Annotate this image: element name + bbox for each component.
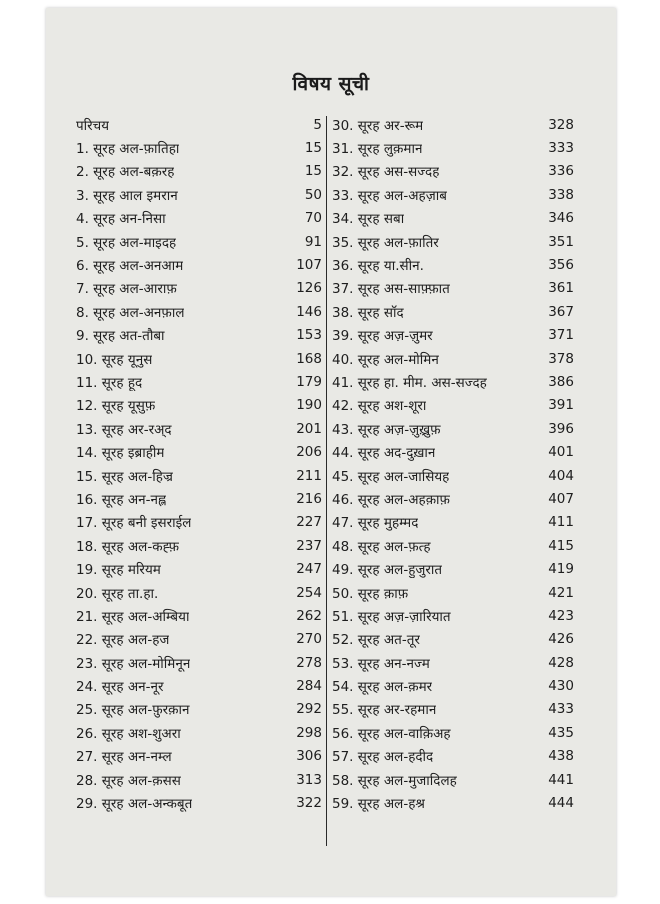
toc-entry-title: 13. सूरह अर-रअ्द: [76, 421, 172, 438]
toc-entry-title: 38. सूरह सॉद: [332, 304, 404, 321]
column-divider: [326, 116, 327, 846]
toc-entry: [76, 160, 322, 183]
toc-entry-title: 19. सूरह मरियम: [76, 562, 161, 579]
toc-entry: [332, 464, 574, 487]
toc-entry: [76, 347, 322, 370]
toc-entry: [76, 394, 322, 417]
toc-entry-title: 31. सूरह लुक़मान: [332, 141, 423, 158]
toc-entry-title: 8. सूरह अल-अनफ़ाल: [76, 304, 185, 321]
toc-entry-page-number: 328: [548, 116, 574, 133]
toc-entry: [76, 230, 322, 253]
toc-entry-title: 39. सूरह अज़-ज़ुमर: [332, 328, 433, 345]
toc-entry-title: 35. सूरह अल-फ़ातिर: [332, 234, 439, 251]
toc-entry-page-number: 411: [548, 514, 574, 531]
toc-entry-page-number: 426: [548, 631, 574, 648]
toc-entry: [332, 160, 574, 183]
toc-entry-page-number: 371: [548, 327, 574, 344]
toc-entry-title: 25. सूरह अल-फ़ुरक़ान: [76, 702, 190, 719]
toc-entry-page-number: 401: [548, 444, 574, 461]
toc-entry: [332, 230, 574, 253]
toc-entry: [332, 417, 574, 440]
toc-left-column: [76, 113, 322, 815]
toc-entry-page-number: 153: [296, 327, 322, 344]
toc-entry: [332, 487, 574, 510]
toc-entry: [76, 417, 322, 440]
toc-entry-page-number: 421: [548, 584, 574, 601]
toc-entry: [76, 253, 322, 276]
toc-entry: [332, 277, 574, 300]
toc-entry-title: 47. सूरह मुहम्मद: [332, 515, 419, 532]
toc-entry: [332, 370, 574, 393]
toc-entry-title: 55. सूरह अर-रहमान: [332, 702, 437, 719]
toc-entry-page-number: 423: [548, 607, 574, 624]
toc-entry-title: 9. सूरह अत-तौबा: [76, 328, 165, 345]
toc-entry-title: 59. सूरह अल-हश्र: [332, 796, 425, 813]
toc-entry-title: 2. सूरह अल-बक़रह: [76, 164, 175, 181]
toc-entry-page-number: 428: [548, 654, 574, 671]
toc-entry: [76, 113, 322, 136]
toc-entry-title: 10. सूरह यूनुस: [76, 351, 153, 368]
toc-entry-page-number: 415: [548, 537, 574, 554]
toc-entry-page-number: 254: [296, 584, 322, 601]
toc-entry: [76, 721, 322, 744]
toc-entry-title: 58. सूरह अल-मुजादिलह: [332, 772, 457, 789]
toc-entry-title: 49. सूरह अल-हुजुरात: [332, 562, 443, 579]
toc-entry: [332, 253, 574, 276]
toc-entry-title: 14. सूरह इब्राहीम: [76, 445, 165, 462]
toc-entry-title: 48. सूरह अल-फ़त्ह: [332, 538, 431, 555]
toc-entry-title: 43. सूरह अज़-ज़ुख़्रुफ़: [332, 421, 441, 438]
toc-entry-title: 15. सूरह अल-हिज्र: [76, 468, 173, 485]
toc-entry-page-number: 435: [548, 724, 574, 741]
toc-entry: [332, 651, 574, 674]
toc-entry: [76, 674, 322, 697]
toc-entry-title: 45. सूरह अल-जासियह: [332, 468, 450, 485]
toc-entry: [332, 113, 574, 136]
toc-entry-title: 57. सूरह अल-हदीद: [332, 749, 434, 766]
toc-entry: [76, 440, 322, 463]
toc-entry-page-number: 404: [548, 467, 574, 484]
toc-entry-page-number: 126: [296, 280, 322, 297]
toc-entry: [332, 557, 574, 580]
toc-entry-title: 23. सूरह अल-मोमिनून: [76, 655, 191, 672]
toc-entry-title: 53. सूरह अन-नज्म: [332, 655, 430, 672]
toc-entry-page-number: 201: [296, 420, 322, 437]
toc-entry: [76, 557, 322, 580]
toc-entry-title: 27. सूरह अन-नम्ल: [76, 749, 172, 766]
toc-entry-title: 56. सूरह अल-वाक़िअह: [332, 725, 451, 742]
toc-entry: [332, 207, 574, 230]
toc-entry: [76, 277, 322, 300]
toc-entry: [76, 698, 322, 721]
toc-entry-title: परिचय: [76, 117, 110, 134]
toc-entry: [332, 534, 574, 557]
toc-entry-page-number: 262: [296, 607, 322, 624]
toc-entry-page-number: 313: [296, 771, 322, 788]
toc-entry: [76, 768, 322, 791]
toc-entry-page-number: 227: [296, 514, 322, 531]
toc-entry: [332, 745, 574, 768]
toc-entry: [332, 511, 574, 534]
toc-entry-page-number: 278: [296, 654, 322, 671]
toc-entry-page-number: 351: [548, 233, 574, 250]
toc-entry: [332, 300, 574, 323]
toc-entry-page-number: 336: [548, 163, 574, 180]
toc-entry-page-number: 407: [548, 490, 574, 507]
toc-entry-page-number: 333: [548, 140, 574, 157]
toc-entry: [76, 581, 322, 604]
toc-entry-title: 4. सूरह अन-निसा: [76, 211, 166, 228]
toc-entry: [332, 768, 574, 791]
toc-entry-title: 34. सूरह सबा: [332, 211, 405, 228]
toc-entry-title: 3. सूरह आल इमरान: [76, 187, 178, 204]
toc-entry-title: 11. सूरह हूद: [76, 374, 143, 391]
toc-entry-page-number: 396: [548, 420, 574, 437]
toc-entry-page-number: 322: [296, 795, 322, 812]
toc-entry-title: 36. सूरह या.सीन.: [332, 258, 424, 275]
toc-entry-page-number: 386: [548, 373, 574, 390]
toc-entry: [332, 394, 574, 417]
toc-entry-page-number: 306: [296, 748, 322, 765]
toc-entry-title: 40. सूरह अल-मोमिन: [332, 351, 439, 368]
toc-entry-page-number: 356: [548, 257, 574, 274]
toc-entry-title: 41. सूरह हा. मीम. अस-सज्दह: [332, 374, 487, 391]
toc-entry: [332, 721, 574, 744]
toc-entry-page-number: 146: [296, 303, 322, 320]
toc-entry-page-number: 361: [548, 280, 574, 297]
toc-entry-title: 1. सूरह अल-फ़ातिहा: [76, 141, 180, 158]
toc-entry: [76, 604, 322, 627]
toc-entry: [76, 207, 322, 230]
toc-entry-title: 50. सूरह क़ाफ़: [332, 585, 409, 602]
toc-entry-page-number: 419: [548, 561, 574, 578]
toc-entry: [76, 183, 322, 206]
toc-entry-title: 22. सूरह अल-हज: [76, 632, 170, 649]
toc-entry: [76, 534, 322, 557]
toc-entry-page-number: 168: [296, 350, 322, 367]
book-page: [46, 8, 616, 896]
toc-entry: [76, 791, 322, 814]
toc-entry-page-number: 211: [296, 467, 322, 484]
toc-entry-page-number: 284: [296, 678, 322, 695]
toc-entry-title: 17. सूरह बनी इसराईल: [76, 515, 192, 532]
toc-entry-title: 12. सूरह यूसुफ़: [76, 398, 156, 415]
toc-entry: [332, 440, 574, 463]
toc-entry-title: 21. सूरह अल-अम्बिया: [76, 608, 190, 625]
toc-right-column: [332, 113, 574, 815]
toc-entry-page-number: 5: [313, 116, 322, 133]
toc-entry-title: 26. सूरह अश-शुअरा: [76, 725, 181, 742]
toc-entry-page-number: 15: [304, 140, 322, 157]
toc-entry-page-number: 15: [304, 163, 322, 180]
toc-entry-page-number: 367: [548, 303, 574, 320]
toc-entry-page-number: 433: [548, 701, 574, 718]
toc-entry: [76, 464, 322, 487]
toc-entry: [332, 674, 574, 697]
toc-entry: [76, 370, 322, 393]
toc-entry-title: 54. सूरह अल-क़मर: [332, 679, 433, 696]
toc-entry-page-number: 190: [296, 397, 322, 414]
toc-entry-page-number: 391: [548, 397, 574, 414]
toc-entry-title: 42. सूरह अश-शूरा: [332, 398, 427, 415]
toc-entry-title: 18. सूरह अल-कह्फ़: [76, 538, 180, 555]
toc-entry: [332, 183, 574, 206]
toc-entry-title: 32. सूरह अस-सज्दह: [332, 164, 440, 181]
toc-entry-page-number: 444: [548, 795, 574, 812]
toc-entry-title: 7. सूरह अल-आराफ़: [76, 281, 177, 298]
toc-entry: [76, 487, 322, 510]
toc-entry-page-number: 91: [304, 233, 322, 250]
toc-entry: [76, 511, 322, 534]
toc-entry-title: 33. सूरह अल-अहज़ाब: [332, 187, 447, 204]
toc-entry-page-number: 107: [296, 257, 322, 274]
toc-entry-page-number: 378: [548, 350, 574, 367]
toc-entry-title: 5. सूरह अल-माइदह: [76, 234, 177, 251]
toc-entry-title: 37. सूरह अस-साफ़्फ़ात: [332, 281, 450, 298]
toc-entry-page-number: 441: [548, 771, 574, 788]
toc-entry: [332, 791, 574, 814]
toc-entry-title: 30. सूरह अर-रूम: [332, 117, 424, 134]
toc-entry-title: 44. सूरह अद-दुख़ान: [332, 445, 436, 462]
toc-entry-title: 52. सूरह अत-तूर: [332, 632, 420, 649]
page-title: विषय सूची: [292, 73, 370, 95]
toc-entry: [332, 698, 574, 721]
toc-entry: [332, 628, 574, 651]
toc-entry-page-number: 216: [296, 490, 322, 507]
toc-entry-title: 6. सूरह अल-अनआम: [76, 258, 184, 275]
toc-entry-page-number: 179: [296, 373, 322, 390]
toc-entry: [332, 324, 574, 347]
toc-entry-page-number: 237: [296, 537, 322, 554]
toc-entry: [76, 324, 322, 347]
toc-entry-title: 51. सूरह अज़-ज़ारियात: [332, 608, 451, 625]
toc-entry-title: 46. सूरह अल-अहक़ाफ़: [332, 491, 450, 508]
toc-entry-title: 28. सूरह अल-क़सस: [76, 772, 181, 789]
toc-entry-page-number: 206: [296, 444, 322, 461]
toc-entry: [76, 745, 322, 768]
toc-entry: [332, 604, 574, 627]
toc-entry-title: 24. सूरह अन-नूर: [76, 679, 164, 696]
toc-entry-page-number: 346: [548, 210, 574, 227]
toc-entry-page-number: 270: [296, 631, 322, 648]
toc-entry-page-number: 292: [296, 701, 322, 718]
toc-entry: [332, 581, 574, 604]
toc-entry-title: 29. सूरह अल-अन्कबूत: [76, 796, 193, 813]
toc-entry: [332, 136, 574, 159]
toc-entry-page-number: 338: [548, 186, 574, 203]
toc-entry: [76, 628, 322, 651]
toc-entry: [76, 651, 322, 674]
toc-entry: [332, 347, 574, 370]
toc-entry: [76, 300, 322, 323]
toc-entry-page-number: 50: [304, 186, 322, 203]
toc-entry-page-number: 430: [548, 678, 574, 695]
toc-entry-title: 16. सूरह अन-नह्ल: [76, 491, 167, 508]
toc-entry-page-number: 70: [304, 210, 322, 227]
toc-entry-page-number: 247: [296, 561, 322, 578]
toc-entry: [76, 136, 322, 159]
toc-entry-page-number: 298: [296, 724, 322, 741]
toc-entry-title: 20. सूरह ता.हा.: [76, 585, 159, 602]
toc-entry-page-number: 438: [548, 748, 574, 765]
